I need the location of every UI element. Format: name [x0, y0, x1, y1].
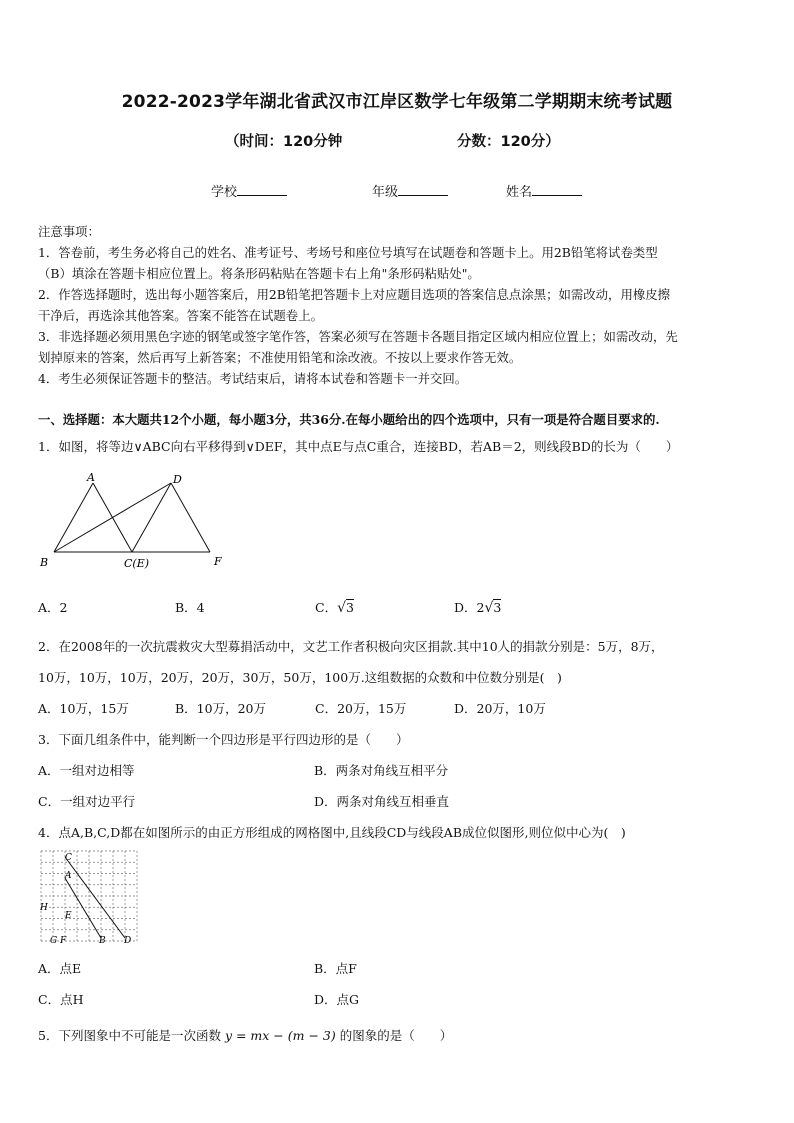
- section-heading: 一、选择题：本大题共12个小题，每小题3分，共36分.在每小题给出的四个选项中，只有一项是符合题目要求的.: [38, 412, 660, 427]
- school-field: [211, 181, 287, 200]
- q3-option-c[interactable]: C．一组对边平行: [38, 794, 136, 809]
- grid-lines: [41, 851, 137, 941]
- segment-ab: [65, 878, 101, 938]
- sqrt-radicand: 3: [493, 600, 502, 615]
- notice-line: 划掉原来的答案，然后再写上新答案；不准使用铅笔和涂改液。不按以上要求作答无效。: [38, 350, 522, 365]
- grid-label-d: D: [124, 936, 132, 946]
- exam-score: 分数：120分）: [457, 134, 560, 150]
- q3-option-a[interactable]: A．一组对边相等: [38, 763, 135, 778]
- grid-label-c: C: [65, 853, 72, 863]
- q3-option-b[interactable]: B．两条对角线互相平分: [314, 763, 449, 778]
- notice-block: [38, 221, 758, 389]
- edge-df: [171, 483, 210, 552]
- notice-line: 4．考生必须保证答题卡的整洁。考试结束后，请将本试卷和答题卡一并交回。: [38, 371, 468, 386]
- exam-time: （时间：120分钟: [225, 134, 343, 150]
- notice-line: 1．答卷前，考生务必将自己的姓名、准考证号、考场号和座位号填写在试题卷和答题卡上。用2B铅笔将试卷类型: [38, 245, 658, 260]
- sqrt-icon: √: [484, 600, 494, 616]
- question-5-text-a: 5．下列图象中不可能是一次函数: [38, 1028, 221, 1043]
- label-f: F: [214, 555, 222, 568]
- label-ce: C(E): [124, 557, 150, 570]
- name-field: [506, 181, 582, 200]
- grid-label-e: E: [65, 911, 72, 921]
- q4-option-a[interactable]: A．点E: [38, 961, 82, 976]
- question-3: 3．下面几组条件中，能判断一个四边形是平行四边形的是（ ）: [38, 732, 409, 747]
- segment-bd: [54, 483, 171, 552]
- question-2-line-2: 10万，10万，10万，20万，20万，30万，50万，100万.这组数据的众数和中位数分别是( ): [38, 670, 562, 685]
- q1-option-d[interactable]: [454, 598, 501, 616]
- page-title: 2022-2023学年湖北省武汉市江岸区数学七年级第二学期期末统考试题: [121, 92, 673, 112]
- grade-field: [372, 181, 448, 200]
- q4-option-d[interactable]: D．点G: [314, 992, 360, 1007]
- grade-label: 年级: [372, 185, 399, 200]
- q2-option-d[interactable]: D．20万，10万: [454, 701, 546, 716]
- grade-blank: [398, 183, 448, 196]
- q2-option-c[interactable]: C．20万，15万: [315, 701, 407, 716]
- question-4: 4．点A,B,C,D都在如图所示的由正方形组成的网格图中,且线段CD与线段AB成位似图形,则位似中心为( ): [38, 825, 626, 840]
- grid-label-h: H: [40, 903, 48, 913]
- edge-ba: [54, 483, 93, 552]
- question-5-text-b: 的图象的是（ ）: [339, 1028, 453, 1043]
- edge-cd: [132, 483, 171, 552]
- question-2-line-1: 2．在2008年的一次抗震救灾大型募捐活动中，文艺工作者积极向灾区捐款.其中10人的捐款分别是：5万，8万，: [38, 639, 664, 654]
- q4-option-b[interactable]: B．点F: [314, 961, 357, 976]
- label-d: D: [173, 473, 182, 486]
- question-1: 1．如图，将等边∨ABC向右平移得到∨DEF，其中点E与点C重合，连接BD，若AB＝2，则线段BD的长为（ ）: [38, 439, 679, 454]
- name-blank: [532, 183, 582, 196]
- q1-option-c-label: C．: [315, 600, 338, 615]
- school-label: 学校: [211, 185, 238, 200]
- label-a: A: [87, 471, 95, 484]
- question-5: [38, 1026, 452, 1044]
- segment-cd: [65, 857, 125, 938]
- grid-label-g: G: [50, 936, 58, 946]
- grid-label-b: B: [99, 936, 106, 946]
- grid-label-f: F: [60, 936, 67, 946]
- q1-option-a[interactable]: A．2: [38, 600, 68, 615]
- q3-option-d[interactable]: D．两条对角线互相垂直: [314, 794, 450, 809]
- label-b: B: [40, 556, 49, 569]
- q1-option-d-label: D．2: [454, 600, 485, 615]
- notice-line: 2．作答选择题时，选出每小题答案后，用2B铅笔把答题卡上对应题目选项的答案信息点涂黑；如需改动，用橡皮擦: [38, 287, 671, 302]
- grid-figure: [38, 848, 138, 948]
- q2-option-a[interactable]: A．10万，15万: [38, 701, 129, 716]
- q1-option-c[interactable]: [315, 598, 354, 616]
- grid-label-a: A: [65, 871, 72, 881]
- linear-formula: y = mx − (m − 3): [224, 1028, 336, 1043]
- q1-option-b[interactable]: B．4: [175, 600, 205, 615]
- q4-option-c[interactable]: C．点H: [38, 992, 84, 1007]
- name-label: 姓名: [506, 185, 533, 200]
- notice-line: 3．非选择题必须用黑色字迹的钢笔或签字笔作答，答案必须写在答题卡各题目指定区域内相应位置上；如需改动，先: [38, 329, 678, 344]
- notice-heading: 注意事项：: [38, 224, 100, 239]
- triangle-figure: [36, 468, 236, 574]
- q2-option-b[interactable]: B．10万，20万: [175, 701, 266, 716]
- notice-line: （B）填涂在答题卡相应位置上。将条形码粘贴在答题卡右上角"条形码粘贴处"。: [38, 266, 480, 281]
- notice-line: 干净后，再选涂其他答案。答案不能答在试题卷上。: [38, 308, 323, 323]
- sqrt-radicand: 3: [346, 600, 354, 615]
- sqrt-icon: √: [337, 600, 346, 616]
- school-blank: [237, 183, 287, 196]
